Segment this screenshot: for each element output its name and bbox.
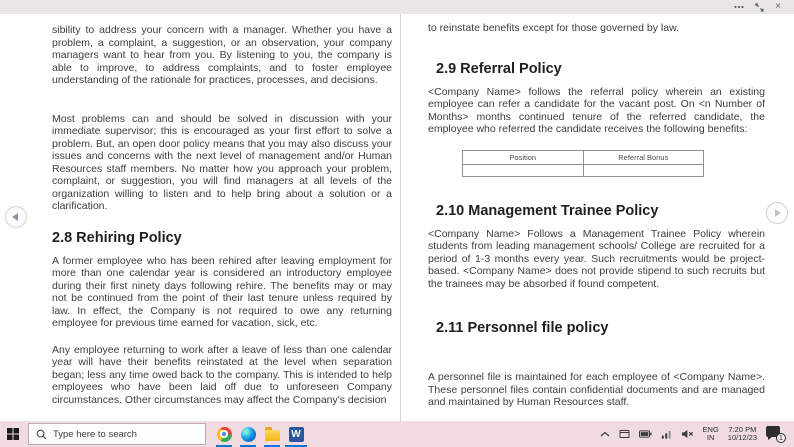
referral-table (462, 150, 704, 177)
taskbar-app-edge[interactable] (236, 421, 260, 447)
paragraph: <Company Name> Follows a Management Trainee Policy wherein students from leading management schools/ College are recruited for a period of 1-3 months every year. Such recruitments would be project-based. <Company Name> does not provide stipend to such recruits but the trainees may be absorbed if found competent. (428, 227, 765, 290)
system-window-icon[interactable] (619, 429, 630, 439)
language-indicator[interactable] (703, 426, 719, 443)
time-label: 7:20 PM (728, 424, 757, 434)
action-center-button[interactable] (766, 425, 786, 443)
document-preview (0, 14, 794, 421)
table-header-position: Position (463, 150, 584, 164)
word-icon: W (289, 427, 304, 442)
region-label: IN (706, 433, 715, 442)
page-divider (400, 14, 401, 421)
tray-chevron-up-icon[interactable] (600, 431, 610, 437)
paragraph: to reinstate benefits except for those governed by law. (428, 22, 679, 34)
taskbar-search[interactable] (28, 423, 206, 445)
document-page-right (428, 14, 765, 421)
preview-toolbar (0, 0, 794, 14)
arrow-left-icon (12, 213, 18, 221)
next-page-button[interactable] (766, 202, 788, 224)
search-input[interactable] (53, 429, 193, 440)
date-label: 10/12/23 (727, 433, 757, 442)
fullscreen-icon[interactable] (755, 3, 764, 12)
search-icon (36, 429, 47, 440)
taskbar-app-word[interactable] (284, 421, 308, 447)
taskbar-app-file-explorer[interactable] (260, 421, 284, 447)
file-explorer-icon (265, 430, 280, 441)
more-options-icon[interactable] (734, 5, 744, 9)
table-header-referral-bonus: Referral Bonus (583, 150, 704, 164)
document-page-left (52, 14, 392, 420)
table-row (463, 164, 704, 176)
system-tray (600, 425, 794, 443)
paragraph: sibility to address your concern with a manager. Whether you have a problem, a complaint, a suggestion, or an observation, your company managers want to hear from you. By listening to you, the company is able to improve, to address complaints, and to foster employee understanding of the rationale for practices, processes, and decisions. (52, 24, 392, 86)
section-heading-2-8: 2.8 Rehiring Policy (52, 229, 182, 246)
section-heading-2-9: 2.9 Referral Policy (436, 60, 562, 77)
edge-icon (241, 427, 256, 442)
table-cell (463, 164, 584, 176)
network-icon[interactable] (661, 430, 672, 439)
start-button[interactable] (0, 421, 26, 447)
taskbar-app-chrome[interactable] (212, 421, 236, 447)
section-heading-2-11: 2.11 Personnel file policy (436, 320, 609, 336)
clock[interactable] (728, 426, 757, 443)
arrow-right-icon (775, 209, 781, 217)
close-icon[interactable]: × (775, 1, 781, 12)
paragraph: <Company Name> follows the referral policy wherein an existing employee can refer a candidate for the vacant post. On <n Number of Months> months continued tenure of the referred candidate, the employee who referred the candidate receives the following benefits: (428, 85, 765, 135)
paragraph: A former employee who has been rehired after leaving employment for more than one calendar year is considered an introductory employee during their first ninety days following rehire. The benefits may or may not be continued from the point of their last tenure unless required by law. In effect, the Company is not required to owe any returning employee for previous time earned for vacation, sick, etc. (52, 254, 392, 329)
pinned-apps (212, 421, 308, 447)
battery-icon[interactable] (639, 430, 652, 438)
previous-page-button[interactable] (5, 206, 27, 228)
taskbar (0, 421, 794, 447)
paragraph: A personnel file is maintained for each employee of <Company Name>. These personnel files contain confidential documents and are managed and maintained by Human Resources staff. (428, 371, 765, 408)
paragraph: Most problems can and should be solved in discussion with your immediate supervisor; this is encouraged as your first effort to solve a problem. But, an open door policy means that you may also discuss your issues and concerns with the next level of management and/or Human Resources staff members. No matter how you approach your problem, complaint, or suggestion, you will find managers at all levels of the organization willing to listen and to help bring about a solution or a clarification. (52, 112, 392, 212)
chrome-icon (217, 427, 232, 442)
speaker-muted-icon[interactable] (681, 429, 694, 439)
windows-logo-icon (7, 428, 19, 440)
language-label: ENG (702, 424, 719, 434)
table-cell (583, 164, 704, 176)
notification-badge: 1 (776, 433, 786, 443)
paragraph: Any employee returning to work after a leave of less than one calendar year will have their benefits reinstated at the level when separation began; less any time owed back to the company. This is intended to help employees who have been laid off due to unforeseen Company circumstances. Other circumstances may affect the Company's decision (52, 343, 392, 406)
section-heading-2-10: 2.10 Management Trainee Policy (436, 202, 659, 219)
